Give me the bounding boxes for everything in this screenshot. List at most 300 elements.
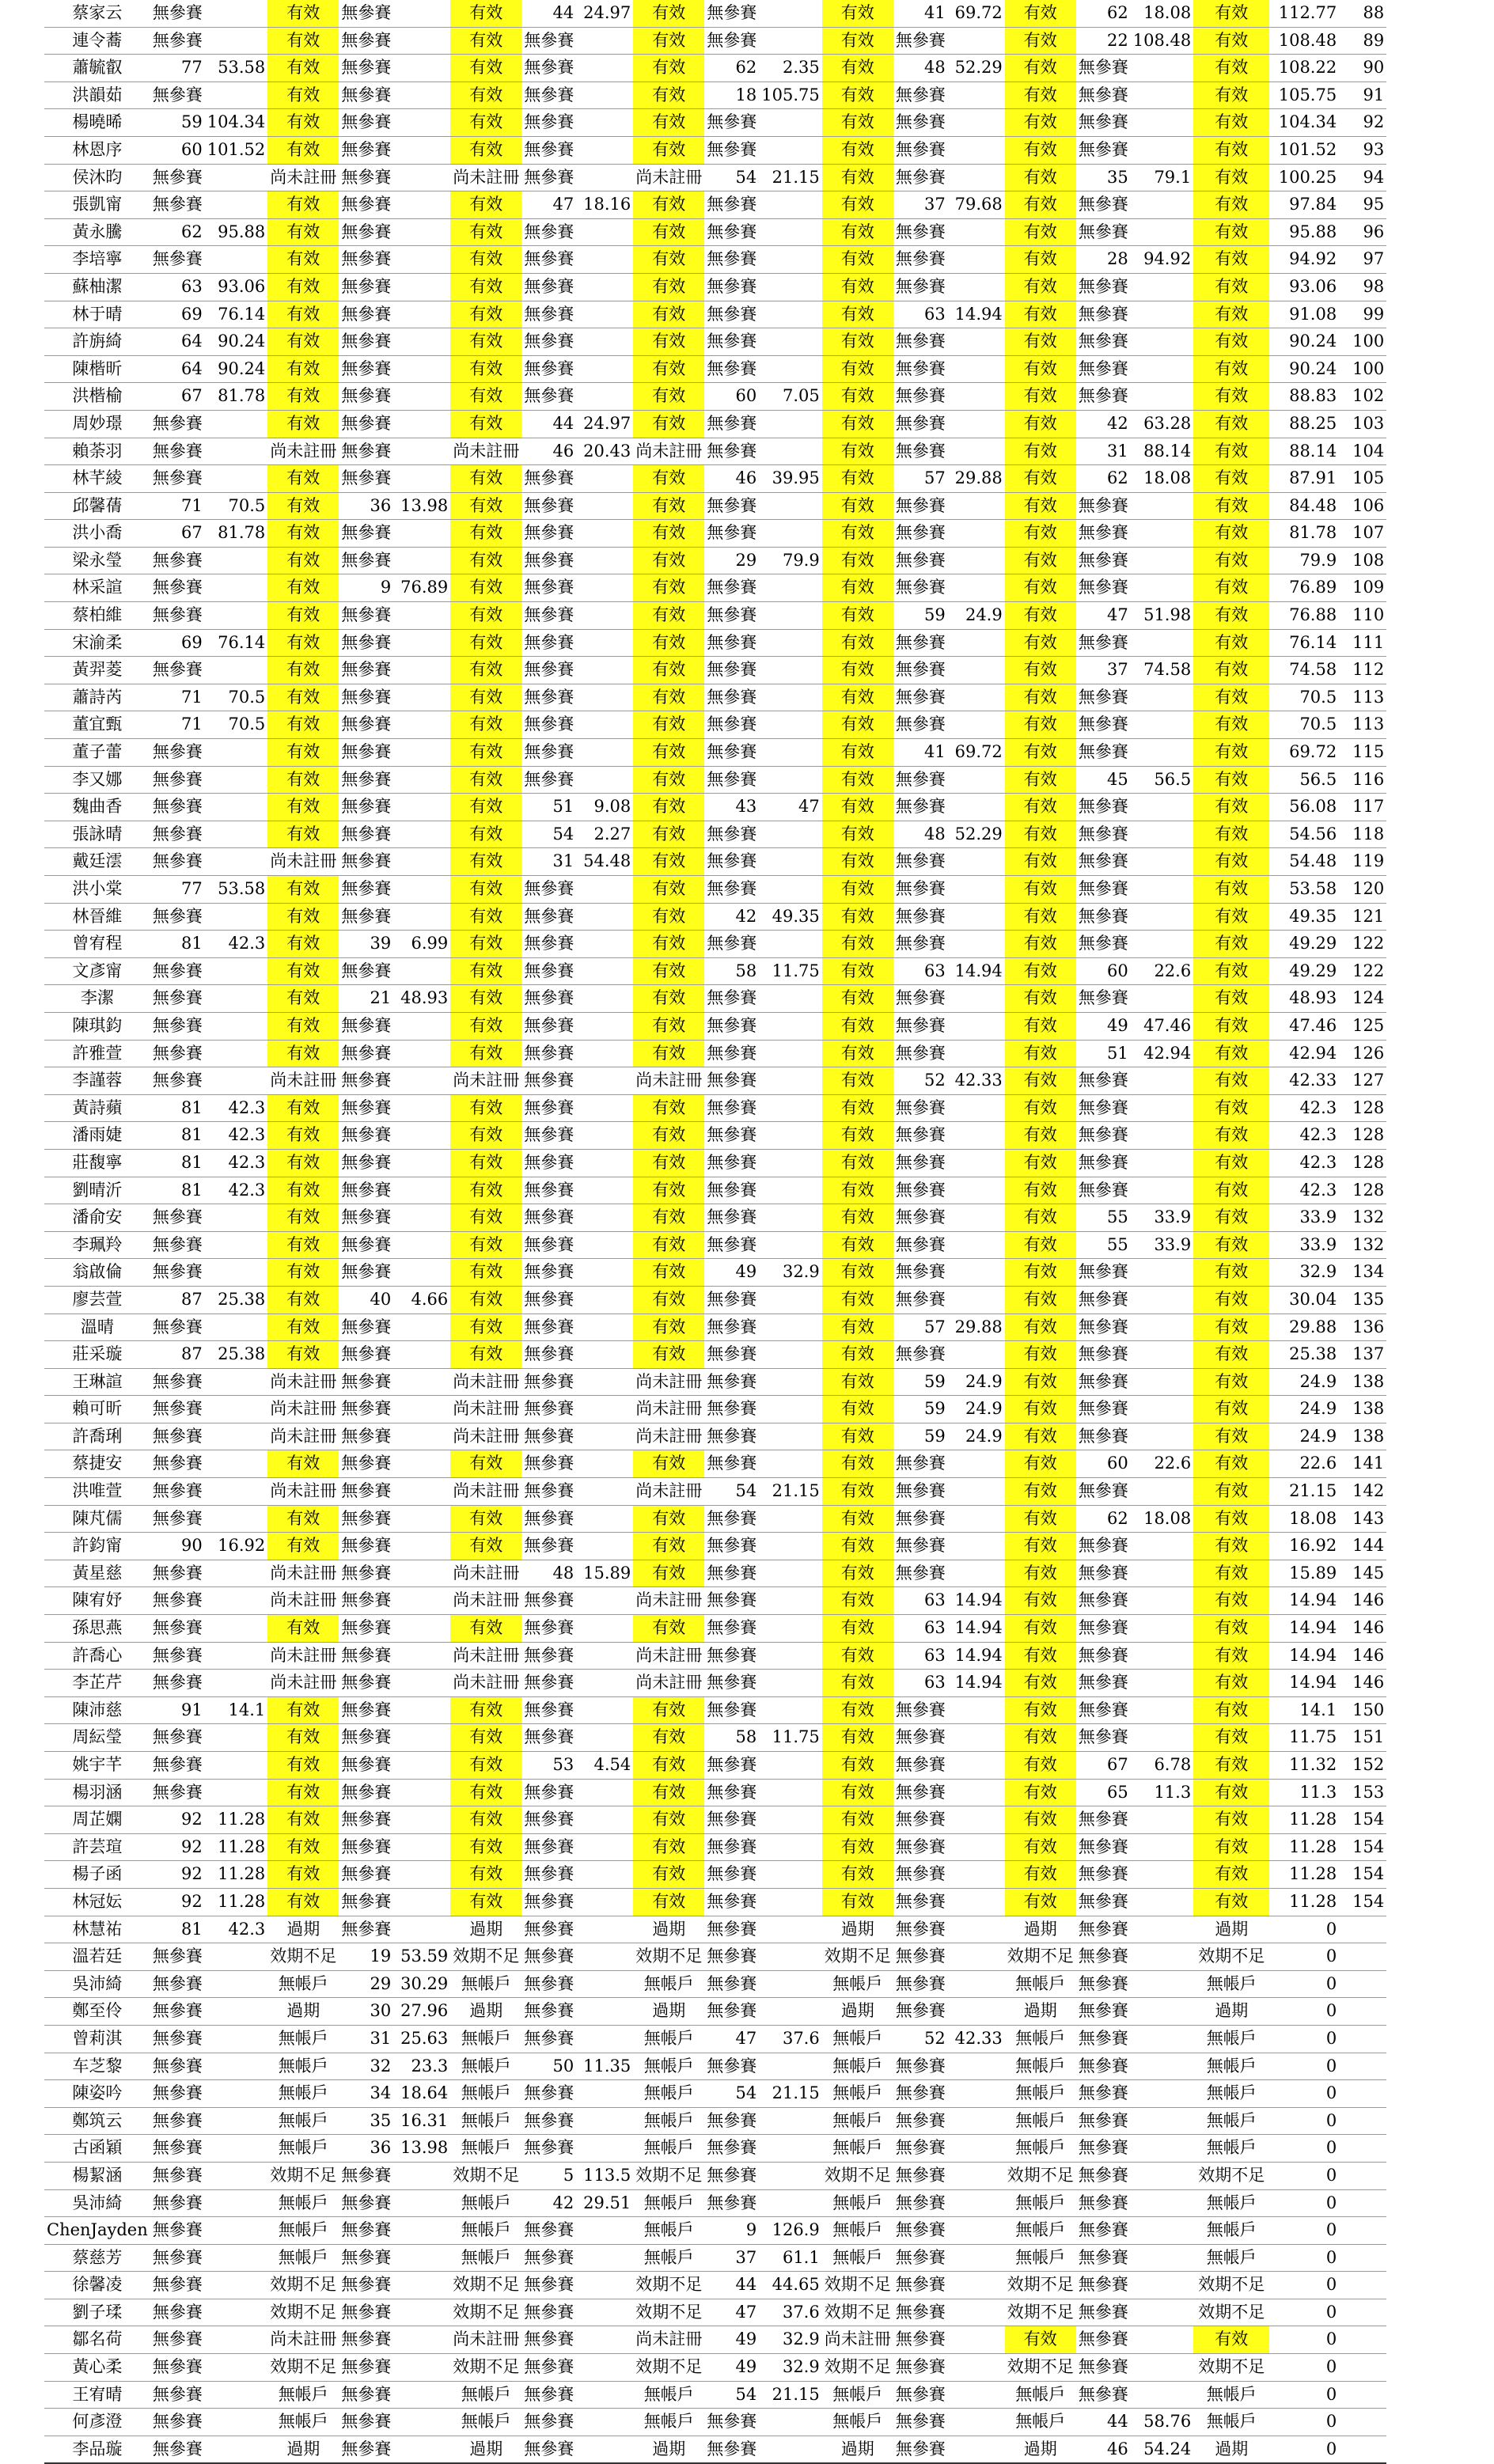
placement-cell: 無參賽 — [339, 1560, 393, 1587]
placement-cell: 無參賽 — [521, 328, 576, 356]
placement-cell: 44 — [1076, 2409, 1131, 2436]
status-cell: 尚未註冊 — [633, 164, 704, 191]
placement-cell: 無參賽 — [339, 657, 393, 684]
points-cell — [759, 848, 821, 876]
placement-cell: 無參賽 — [1076, 2025, 1131, 2053]
placement-cell: 無參賽 — [150, 2299, 205, 2326]
placement-cell: 59 — [893, 1368, 948, 1396]
placement-cell: 無參賽 — [339, 1450, 393, 1478]
points-cell — [948, 355, 1005, 383]
placement-cell: 35 — [339, 2107, 393, 2135]
status-cell: 無帳戶 — [1005, 2025, 1076, 2053]
status-cell: 有效 — [1005, 1012, 1076, 1040]
total-cell: 88.14 — [1269, 438, 1339, 465]
points-cell — [948, 1505, 1005, 1533]
name-cell: 許鈞甯 — [44, 1533, 150, 1560]
total-cell: 95.88 — [1269, 218, 1339, 246]
points-cell — [1131, 821, 1193, 848]
name-cell: 洪小棠 — [44, 876, 150, 904]
placement-cell: 無參賽 — [339, 1615, 393, 1643]
status-cell: 有效 — [1193, 547, 1269, 574]
points-cell — [1131, 574, 1193, 602]
status-cell: 有效 — [267, 383, 339, 411]
placement-cell: 無參賽 — [704, 2162, 759, 2189]
status-cell: 有效 — [1005, 1833, 1076, 1861]
placement-cell: 62 — [1076, 0, 1131, 27]
points-cell: 42.3 — [205, 1149, 267, 1177]
points-cell — [948, 766, 1005, 794]
placement-cell: 59 — [893, 1423, 948, 1450]
status-cell: 有效 — [822, 957, 893, 985]
points-cell — [576, 1341, 633, 1369]
placement-cell: 無參賽 — [521, 657, 576, 684]
placement-cell: 無參賽 — [893, 27, 948, 55]
placement-cell: 無參賽 — [339, 1861, 393, 1889]
table-row — [44, 355, 1386, 383]
placement-cell: 無參賽 — [521, 82, 576, 109]
placement-cell: 無參賽 — [521, 465, 576, 493]
name-cell: 蕭毓叡 — [44, 55, 150, 82]
table-row — [44, 1122, 1386, 1150]
status-cell: 無帳戶 — [633, 2381, 704, 2409]
status-cell: 無帳戶 — [822, 2189, 893, 2217]
rank-cell: 153 — [1339, 1779, 1386, 1806]
status-cell: 有效 — [822, 438, 893, 465]
total-cell: 33.9 — [1269, 1231, 1339, 1259]
points-cell — [576, 2244, 633, 2272]
placement-cell: 無參賽 — [521, 2080, 576, 2108]
status-cell: 尚未註冊 — [450, 1368, 521, 1396]
points-cell — [1131, 2135, 1193, 2163]
status-cell: 有效 — [1193, 931, 1269, 958]
status-cell: 有效 — [1193, 164, 1269, 191]
placement-cell: 無參賽 — [339, 1505, 393, 1533]
status-cell: 有效 — [633, 355, 704, 383]
status-cell: 尚未註冊 — [633, 1067, 704, 1095]
points-cell — [948, 2162, 1005, 2189]
status-cell: 有效 — [633, 629, 704, 657]
points-cell — [576, 1204, 633, 1232]
status-cell: 尚未註冊 — [633, 2326, 704, 2354]
status-cell: 有效 — [1193, 355, 1269, 383]
table-row — [44, 1642, 1386, 1670]
points-cell — [759, 1368, 821, 1396]
status-cell: 有效 — [633, 82, 704, 109]
name-cell: 翁啟倫 — [44, 1259, 150, 1287]
placement-cell: 無參賽 — [339, 1122, 393, 1150]
points-cell — [205, 985, 267, 1013]
status-cell: 尚未註冊 — [267, 1478, 339, 1506]
status-cell: 有效 — [822, 657, 893, 684]
placement-cell: 無參賽 — [521, 2025, 576, 2053]
status-cell: 有效 — [822, 1094, 893, 1122]
points-cell — [205, 1724, 267, 1752]
status-cell: 有效 — [1193, 1067, 1269, 1095]
total-cell: 11.75 — [1269, 1724, 1339, 1752]
total-cell: 88.25 — [1269, 410, 1339, 438]
placement-cell: 無參賽 — [704, 2135, 759, 2163]
table-row — [44, 1560, 1386, 1587]
status-cell: 過期 — [1193, 1916, 1269, 1943]
placement-cell: 無參賽 — [339, 1012, 393, 1040]
status-cell: 有效 — [1005, 957, 1076, 985]
placement-cell: 無參賽 — [1076, 355, 1131, 383]
name-cell: 陳楷昕 — [44, 355, 150, 383]
placement-cell: 無參賽 — [339, 2217, 393, 2245]
rank-cell: 113 — [1339, 684, 1386, 711]
points-cell: 70.5 — [205, 711, 267, 739]
placement-cell: 無參賽 — [893, 492, 948, 520]
status-cell: 無帳戶 — [1193, 2080, 1269, 2108]
status-cell: 效期不足 — [1193, 2299, 1269, 2326]
status-cell: 有效 — [450, 1259, 521, 1287]
status-cell: 有效 — [822, 82, 893, 109]
points-cell — [393, 1094, 450, 1122]
rank-cell — [1339, 1970, 1386, 1998]
placement-cell: 無參賽 — [893, 1177, 948, 1204]
points-cell — [205, 2299, 267, 2326]
points-cell — [576, 2272, 633, 2299]
status-cell: 有效 — [450, 55, 521, 82]
points-cell: 11.35 — [576, 2053, 633, 2080]
placement-cell: 無參賽 — [150, 1259, 205, 1287]
placement-cell: 無參賽 — [1076, 2272, 1131, 2299]
points-cell — [1131, 1314, 1193, 1341]
status-cell: 有效 — [450, 1177, 521, 1204]
rank-cell — [1339, 2272, 1386, 2299]
placement-cell: 無參賽 — [150, 1396, 205, 1423]
points-cell — [205, 438, 267, 465]
status-cell: 有效 — [633, 1533, 704, 1560]
points-cell — [205, 1368, 267, 1396]
placement-cell: 無參賽 — [1076, 684, 1131, 711]
placement-cell: 無參賽 — [704, 2436, 759, 2463]
status-cell: 無帳戶 — [822, 2080, 893, 2108]
status-cell: 有效 — [633, 1560, 704, 1587]
points-cell: 42.3 — [205, 1916, 267, 1943]
points-cell — [576, 246, 633, 274]
status-cell: 效期不足 — [267, 1943, 339, 1971]
placement-cell: 無參賽 — [339, 2436, 393, 2463]
total-cell: 42.33 — [1269, 1067, 1339, 1095]
placement-cell: 無參賽 — [893, 2299, 948, 2326]
status-cell: 有效 — [1005, 931, 1076, 958]
name-cell: 洪小喬 — [44, 520, 150, 548]
placement-cell: 58 — [704, 1724, 759, 1752]
points-cell — [759, 1396, 821, 1423]
table-row — [44, 1998, 1386, 2026]
points-cell — [393, 1587, 450, 1615]
points-cell — [393, 1231, 450, 1259]
status-cell: 效期不足 — [1193, 2354, 1269, 2382]
points-cell: 11.28 — [205, 1833, 267, 1861]
rank-cell — [1339, 2189, 1386, 2217]
points-cell — [1131, 848, 1193, 876]
points-cell — [759, 931, 821, 958]
placement-cell: 無參賽 — [339, 1067, 393, 1095]
status-cell: 有效 — [1005, 684, 1076, 711]
placement-cell: 無參賽 — [704, 1587, 759, 1615]
placement-cell: 無參賽 — [1076, 492, 1131, 520]
status-cell: 有效 — [450, 1231, 521, 1259]
status-cell: 有效 — [822, 848, 893, 876]
total-cell: 11.28 — [1269, 1806, 1339, 1834]
total-cell: 100.25 — [1269, 164, 1339, 191]
placement-cell: 無參賽 — [521, 1833, 576, 1861]
points-cell — [948, 2189, 1005, 2217]
points-cell — [948, 657, 1005, 684]
points-cell — [759, 766, 821, 794]
placement-cell: 無參賽 — [150, 985, 205, 1013]
status-cell: 有效 — [267, 602, 339, 630]
status-cell: 無帳戶 — [267, 2025, 339, 2053]
status-cell: 尚未註冊 — [633, 1368, 704, 1396]
name-cell: 鄭筑云 — [44, 2107, 150, 2135]
status-cell: 有效 — [450, 1204, 521, 1232]
rank-cell: 95 — [1339, 191, 1386, 219]
placement-cell: 37 — [704, 2244, 759, 2272]
points-cell — [948, 629, 1005, 657]
total-cell: 70.5 — [1269, 711, 1339, 739]
table-row — [44, 1779, 1386, 1806]
rank-cell: 154 — [1339, 1833, 1386, 1861]
points-cell — [1131, 903, 1193, 931]
table-row — [44, 1916, 1386, 1943]
name-cell: 許喬琍 — [44, 1423, 150, 1450]
points-cell — [1131, 55, 1193, 82]
points-cell — [948, 492, 1005, 520]
status-cell: 有效 — [450, 136, 521, 164]
points-cell: 4.66 — [393, 1286, 450, 1314]
points-cell — [948, 1259, 1005, 1287]
points-cell — [205, 1615, 267, 1643]
points-cell — [205, 1779, 267, 1806]
status-cell: 有效 — [450, 876, 521, 904]
total-cell: 0 — [1269, 2080, 1339, 2108]
total-cell: 14.1 — [1269, 1696, 1339, 1724]
status-cell: 有效 — [1005, 164, 1076, 191]
table-row — [44, 1943, 1386, 1971]
placement-cell: 無參賽 — [521, 1149, 576, 1177]
status-cell: 過期 — [450, 2436, 521, 2463]
status-cell: 有效 — [267, 684, 339, 711]
points-cell — [948, 1861, 1005, 1889]
status-cell: 無帳戶 — [633, 2080, 704, 2108]
placement-cell: 無參賽 — [704, 301, 759, 328]
placement-cell: 34 — [339, 2080, 393, 2108]
points-cell — [948, 2053, 1005, 2080]
placement-cell: 31 — [521, 848, 576, 876]
points-cell — [1131, 136, 1193, 164]
placement-cell: 無參賽 — [521, 1998, 576, 2026]
placement-cell: 無參賽 — [893, 1861, 948, 1889]
placement-cell: 無參賽 — [1076, 2244, 1131, 2272]
rank-cell — [1339, 2326, 1386, 2354]
status-cell: 有效 — [1193, 1122, 1269, 1150]
placement-cell: 無參賽 — [704, 1177, 759, 1204]
points-cell: 22.6 — [1131, 1450, 1193, 1478]
placement-cell: 無參賽 — [339, 191, 393, 219]
status-cell: 效期不足 — [822, 1943, 893, 1971]
name-cell: 楊羽涵 — [44, 1779, 150, 1806]
placement-cell: 49 — [704, 1259, 759, 1287]
status-cell: 有效 — [822, 328, 893, 356]
placement-cell: 無參賽 — [150, 2326, 205, 2354]
placement-cell: 無參賽 — [704, 1396, 759, 1423]
placement-cell: 無參賽 — [1076, 1587, 1131, 1615]
points-cell — [576, 1861, 633, 1889]
rank-cell: 115 — [1339, 739, 1386, 767]
status-cell: 有效 — [822, 1642, 893, 1670]
points-cell — [1131, 2299, 1193, 2326]
placement-cell: 41 — [893, 739, 948, 767]
points-cell — [948, 2107, 1005, 2135]
placement-cell: 無參賽 — [339, 1423, 393, 1450]
placement-cell: 無參賽 — [150, 2409, 205, 2436]
placement-cell: 無參賽 — [521, 2272, 576, 2299]
placement-cell: 無參賽 — [893, 2436, 948, 2463]
points-cell: 33.9 — [1131, 1204, 1193, 1232]
points-cell — [393, 1259, 450, 1287]
status-cell: 有效 — [267, 27, 339, 55]
name-cell: 黃羿菱 — [44, 657, 150, 684]
total-cell: 81.78 — [1269, 520, 1339, 548]
status-cell: 有效 — [822, 1259, 893, 1287]
placement-cell: 無參賽 — [1076, 82, 1131, 109]
table-row — [44, 1204, 1386, 1232]
name-cell: 魏曲香 — [44, 794, 150, 821]
status-cell: 效期不足 — [267, 2299, 339, 2326]
placement-cell: 無參賽 — [339, 109, 393, 137]
status-cell: 有效 — [633, 520, 704, 548]
points-cell — [1131, 1560, 1193, 1587]
placement-cell: 無參賽 — [704, 2053, 759, 2080]
points-cell: 42.33 — [948, 2025, 1005, 2053]
points-cell — [205, 1450, 267, 1478]
name-cell: 劉晴沂 — [44, 1177, 150, 1204]
placement-cell: 無參賽 — [1076, 1560, 1131, 1587]
status-cell: 效期不足 — [1005, 2162, 1076, 2189]
points-cell — [948, 1450, 1005, 1478]
total-cell: 42.3 — [1269, 1149, 1339, 1177]
table-row — [44, 2272, 1386, 2299]
status-cell: 有效 — [1005, 1396, 1076, 1423]
points-cell: 44.65 — [759, 2272, 821, 2299]
status-cell: 有效 — [822, 876, 893, 904]
rank-cell: 122 — [1339, 957, 1386, 985]
placement-cell: 無參賽 — [1076, 1368, 1131, 1396]
name-cell: 王琳諠 — [44, 1368, 150, 1396]
name-cell: 賴可昕 — [44, 1396, 150, 1423]
status-cell: 有效 — [1005, 1314, 1076, 1341]
status-cell: 過期 — [633, 2436, 704, 2463]
status-cell: 有效 — [450, 1833, 521, 1861]
status-cell: 有效 — [633, 602, 704, 630]
status-cell: 有效 — [633, 1094, 704, 1122]
points-cell — [1131, 2189, 1193, 2217]
status-cell: 尚未註冊 — [267, 1067, 339, 1095]
placement-cell: 46 — [1076, 2436, 1131, 2463]
points-cell — [205, 821, 267, 848]
status-cell: 有效 — [1193, 438, 1269, 465]
status-cell: 有效 — [267, 1231, 339, 1259]
points-cell — [205, 903, 267, 931]
status-cell: 有效 — [1193, 1149, 1269, 1177]
points-cell: 70.5 — [205, 492, 267, 520]
points-cell — [759, 629, 821, 657]
name-cell: 周妙璟 — [44, 410, 150, 438]
placement-cell: 無參賽 — [150, 2053, 205, 2080]
status-cell: 有效 — [822, 821, 893, 848]
table-row — [44, 1286, 1386, 1314]
status-cell: 有效 — [450, 328, 521, 356]
status-cell: 效期不足 — [450, 2162, 521, 2189]
points-cell — [576, 355, 633, 383]
table-row — [44, 191, 1386, 219]
points-cell: 32.9 — [759, 1259, 821, 1287]
points-cell — [948, 109, 1005, 137]
points-cell — [759, 1505, 821, 1533]
placement-cell: 無參賽 — [893, 1833, 948, 1861]
points-cell — [759, 1587, 821, 1615]
status-cell: 有效 — [822, 1231, 893, 1259]
status-cell: 有效 — [633, 55, 704, 82]
name-cell: 林芊綾 — [44, 465, 150, 493]
name-cell: 蔡家云 — [44, 0, 150, 27]
rank-cell: 154 — [1339, 1806, 1386, 1834]
points-cell — [576, 2135, 633, 2163]
status-cell: 有效 — [1193, 739, 1269, 767]
total-cell: 69.72 — [1269, 739, 1339, 767]
total-cell: 42.3 — [1269, 1094, 1339, 1122]
placement-cell: 92 — [150, 1806, 205, 1834]
status-cell: 有效 — [822, 1670, 893, 1697]
points-cell: 81.78 — [205, 520, 267, 548]
total-cell: 11.3 — [1269, 1779, 1339, 1806]
placement-cell: 無參賽 — [521, 1368, 576, 1396]
points-cell — [759, 1752, 821, 1780]
status-cell: 有效 — [450, 410, 521, 438]
points-cell — [393, 1752, 450, 1780]
status-cell: 有效 — [1193, 1615, 1269, 1643]
table-row — [44, 273, 1386, 301]
status-cell: 無帳戶 — [822, 2381, 893, 2409]
placement-cell: 63 — [893, 1615, 948, 1643]
table-row — [44, 1806, 1386, 1834]
total-cell: 53.58 — [1269, 876, 1339, 904]
placement-cell: 無參賽 — [1076, 2217, 1131, 2245]
placement-cell: 無參賽 — [150, 821, 205, 848]
points-cell — [576, 1094, 633, 1122]
placement-cell: 55 — [1076, 1231, 1131, 1259]
points-cell — [1131, 794, 1193, 821]
placement-cell: 無參賽 — [1076, 2080, 1131, 2108]
status-cell: 無帳戶 — [450, 2080, 521, 2108]
placement-cell: 無參賽 — [704, 109, 759, 137]
placement-cell: 無參賽 — [150, 602, 205, 630]
status-cell: 無帳戶 — [450, 2409, 521, 2436]
placement-cell: 無參賽 — [1076, 328, 1131, 356]
status-cell: 有效 — [1193, 903, 1269, 931]
points-cell: 54.48 — [576, 848, 633, 876]
name-cell: 孫思燕 — [44, 1615, 150, 1643]
status-cell: 有效 — [450, 903, 521, 931]
status-cell: 有效 — [633, 931, 704, 958]
status-cell: 無帳戶 — [267, 2107, 339, 2135]
status-cell: 有效 — [1193, 1423, 1269, 1450]
status-cell: 有效 — [1005, 574, 1076, 602]
status-cell: 效期不足 — [1193, 2272, 1269, 2299]
